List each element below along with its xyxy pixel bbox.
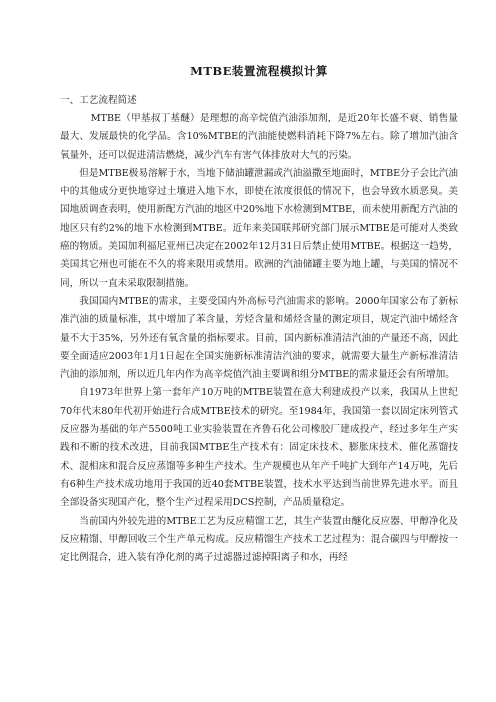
document-title: MTBE装置流程模拟计算 — [190, 64, 328, 78]
paragraph-1: MTBE（甲基叔丁基醚）是理想的高辛烷值汽油添加剂，是近20年长盛不衰、销售量最大、发展最快的化学品。含10%MTBE的汽油能使燃料消耗下降7%左右。除了增加汽油含氧量外，还可以促进清洁燃烧，减少汽车有害气体排放对大气的污染。 — [60, 113, 458, 161]
paragraph-5: 当前国内外较先进的MTBE工艺为反应精馏工艺，其生产装置由醚化反应器、甲醇净化及反应精馏、甲醇回收三个生产单元构成。反应精馏生产技术工艺过程为：混合碳四与甲醇按一定比例混合，进入装有净化剂的离子过滤器过滤掉阳离子和水，再经 — [60, 515, 458, 564]
paragraph-4: 自1973年世界上第一套年产10万吨的MTBE装置在意大利建成投产以来，我国从上世纪70年代末80年代初开始进行合成MTBE技术的研究。至1984年，我国第一套以固定床列管式反应器为基础的年产5500吨工业实验装置在齐鲁石化公司橡胶厂建成投产，经过多年生产实践和不断的技术改进，目前我国MTBE生产技术有：固定床技术、膨胀床技术、催化蒸馏技术、混相床和混合反应蒸馏等多种生产技术。生产规模也从年产千吨扩大到年产14万吨，先后有6种生产技术成功地用于我国的近40套MTBE装置，技术水平达到当前世界先进水平。而且全部设备实现国产化，整个生产过程采用DCS控制，产品质量稳定。 — [60, 387, 458, 509]
paragraph-3: 我国国内MTBE的需求，主要受国内外高标号汽油需求的影响。2000年国家公布了新标准汽油的质量标准，其中增加了苯含量，芳烃含量和烯烃含量的测定项目，规定汽油中烯烃含量不大于35%，另外还有氧含量的指标要求。目前，国内新标准清洁汽油的产量还不高，因此要全面适应2003年1月1日起在全国实施新标准清洁汽油的要求，就需要大量生产新标准清洁汽油的添加剂，所以近几年内作为高辛烷值汽油主要调和组分MTBE的需求量还会有所增加。 — [60, 295, 458, 381]
paragraph-2: 但是MTBE极易溶解于水，当地下储油罐泄漏或汽油溢撒至地面时，MTBE分子会比汽油中的其他成分更快地穿过土壤进入地下水，即使在浓度很低的情况下，也会导致水质恶臭。美国地质调查表明，使用新配方汽油的地区中20%地下水检测到MTBE，而未使用新配方汽油的地区只有约2%的地下水检测到MTBE。近年来美国联邦研究部门展示MTBE是可能对人类致癌的物质。美国加利福尼亚州已决定在2002年12月31日后禁止使用MTBE。根据这一趋势，美国其它州也可能在不久的将来限用或禁用。欧洲的汽油储罐主要为地上罐，与美国的情况不同，所以一直未采取限制措施。 — [60, 167, 458, 289]
section-heading: 一、工艺流程简述 — [60, 95, 137, 106]
